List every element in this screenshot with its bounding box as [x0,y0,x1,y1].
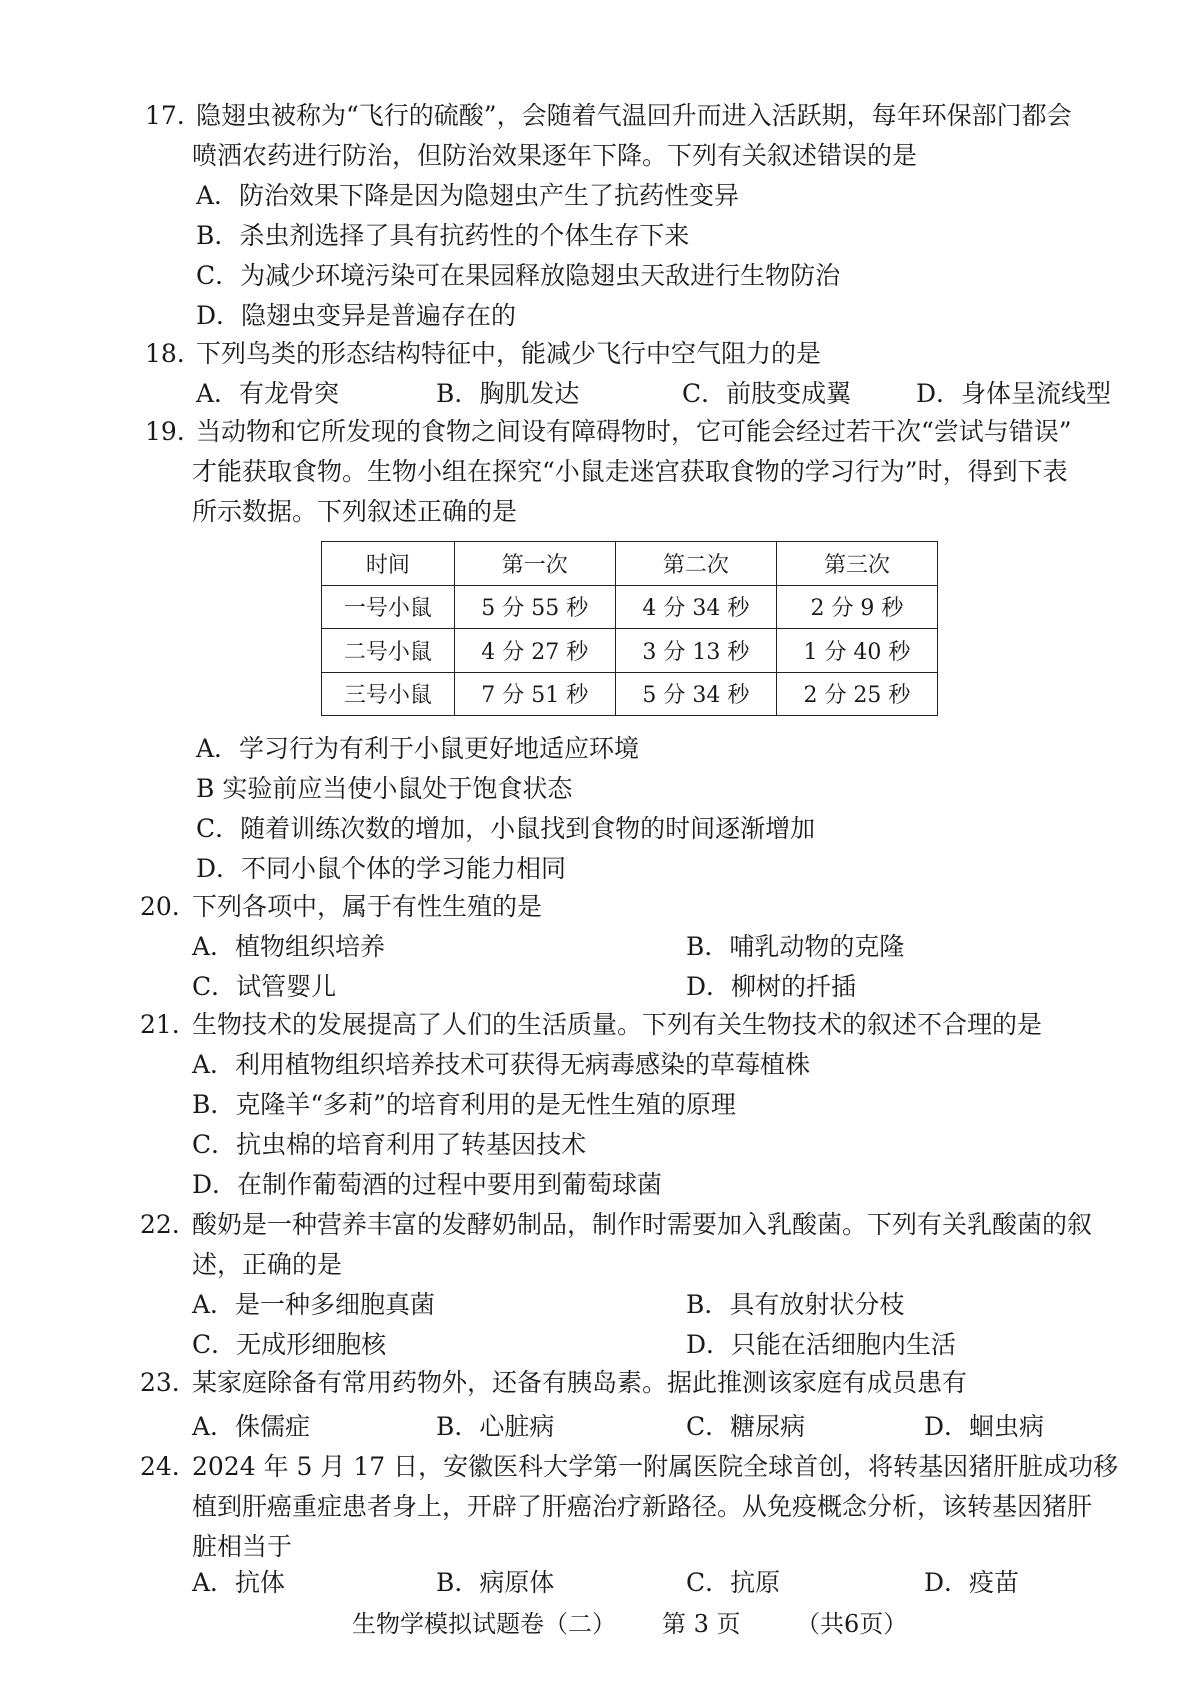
table-row [322,672,938,716]
question-stem: 下列各项中，属于有性生殖的是 [192,892,543,921]
question-stem: 生物技术的发展提高了人们的生活质量。下列有关生物技术的叙述不合理的是 [192,1010,1043,1039]
question-number: 24. [140,1452,180,1481]
question-stem: 酸奶是一种营养丰富的发酵奶制品，制作时需要加入乳酸菌。下列有关乳酸菌的叙 [192,1210,1093,1239]
question-number: 17. [145,101,185,130]
table-header-cell: 时间 [322,542,455,586]
question-stem: 2024 年 5 月 17 日，安徽医科大学第一附属医院全球首创，将转基因猪肝脏成功移 [192,1452,1119,1481]
option-c: C．随着训练次数的增加，小鼠找到食物的时间逐渐增加 [196,814,816,843]
option-b: B．哺乳动物的克隆 [686,932,905,961]
table-cell: 2 分 9 秒 [776,585,937,629]
exam-title: 生物学模拟试题卷（二） [352,1610,616,1638]
option-a: A．植物组织培养 [192,932,386,961]
question-stem: 当动物和它所发现的食物之间设有障碍物时，它可能会经过若干次“尝试与错误” [196,417,1072,446]
question-stem: 植到肝癌重症患者身上，开辟了肝癌治疗新路径。从免疫概念分析，该转基因猪肝 [192,1492,1093,1521]
option-a: A．防治效果下降是因为隐翅虫产生了抗药性变异 [196,181,740,210]
option-c: C．无成形细胞核 [192,1330,387,1359]
page-total: （共6页） [796,1610,908,1638]
option-c: C．糖尿病 [686,1412,806,1441]
option-c: C．为减少环境污染可在果园释放隐翅虫天敌进行生物防治 [196,261,841,290]
option-a: A．利用植物组织培养技术可获得无病毒感染的草莓植株 [192,1050,811,1079]
option-d: D．隐翅虫变异是普遍存在的 [196,301,517,330]
option-b: B．胸肌发达 [436,379,580,408]
option-b: B．克隆羊“多莉”的培育利用的是无性生殖的原理 [192,1090,736,1119]
option-c: C．前肢变成翼 [682,379,852,408]
table-header-cell: 第二次 [615,542,776,586]
maze-time-table [321,541,938,716]
table-header-cell: 第三次 [776,542,937,586]
table-cell: 5 分 55 秒 [454,585,615,629]
table-row [322,585,938,629]
table-cell: 3 分 13 秒 [615,629,776,673]
option-a: A．是一种多细胞真菌 [192,1290,436,1319]
question-stem: 述，正确的是 [192,1250,343,1279]
question-number: 23. [140,1368,180,1397]
table-header-cell: 第一次 [454,542,615,586]
option-d: D．蛔虫病 [924,1412,1045,1441]
question-stem: 隐翅虫被称为“飞行的硫酸”，会随着气温回升而进入活跃期，每年环保部门都会 [196,101,1072,130]
option-c: C．试管婴儿 [192,972,337,1001]
question-number: 22. [140,1210,180,1239]
question-number: 18. [145,339,185,368]
option-b: B 实验前应当使小鼠处于饱食状态 [196,774,573,803]
question-stem: 喷洒农药进行防治，但防治效果逐年下降。下列有关叙述错误的是 [192,141,918,170]
table-cell: 三号小鼠 [322,672,455,716]
option-b: B．病原体 [436,1568,555,1597]
table-cell: 2 分 25 秒 [776,672,937,716]
option-c: C．抗原 [686,1568,781,1597]
option-a: A．抗体 [192,1568,286,1597]
table-cell: 1 分 40 秒 [776,629,937,673]
option-a: A．学习行为有利于小鼠更好地适应环境 [196,734,640,763]
page-number: 第 3 页 [662,1610,741,1638]
question-stem: 某家庭除备有常用药物外，还备有胰岛素。据此推测该家庭有成员患有 [192,1368,968,1397]
question-stem: 脏相当于 [192,1532,293,1561]
question-stem: 才能获取食物。生物小组在探究“小鼠走迷宫获取食物的学习行为”时，得到下表 [192,457,1068,486]
table-cell: 5 分 34 秒 [615,672,776,716]
option-d: D．身体呈流线型 [916,379,1112,408]
option-a: A．侏儒症 [192,1412,311,1441]
table-cell: 7 分 51 秒 [454,672,615,716]
question-stem: 所示数据。下列叙述正确的是 [192,497,518,526]
table-cell: 4 分 27 秒 [454,629,615,673]
table-cell: 一号小鼠 [322,585,455,629]
table-row [322,629,938,673]
table-cell: 二号小鼠 [322,629,455,673]
table-header-row [322,542,938,586]
option-d: D．只能在活细胞内生活 [686,1330,957,1359]
question-number: 21. [140,1010,180,1039]
option-d: D．柳树的扦插 [686,972,857,1001]
option-d: D．不同小鼠个体的学习能力相同 [196,854,567,883]
option-c: C．抗虫棉的培育利用了转基因技术 [192,1130,587,1159]
option-a: A．有龙骨突 [196,379,340,408]
question-stem: 下列鸟类的形态结构特征中，能减少飞行中空气阻力的是 [196,339,822,368]
question-number: 19. [145,417,185,446]
option-b: B．杀虫剂选择了具有抗药性的个体生存下来 [196,221,690,250]
table-cell: 4 分 34 秒 [615,585,776,629]
option-b: B．心脏病 [436,1412,555,1441]
question-number: 20. [140,892,180,921]
option-b: B．具有放射状分枝 [686,1290,905,1319]
option-d: D．疫苗 [924,1568,1020,1597]
option-d: D．在制作葡萄酒的过程中要用到葡萄球菌 [192,1170,663,1199]
